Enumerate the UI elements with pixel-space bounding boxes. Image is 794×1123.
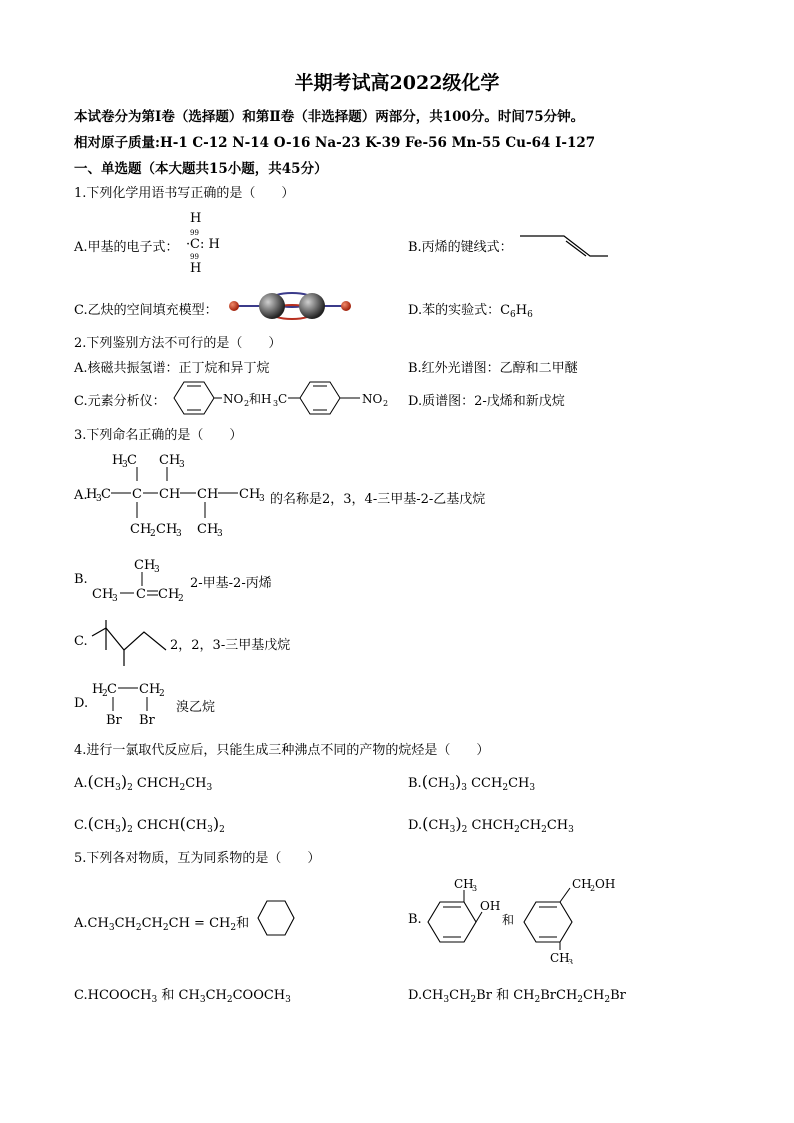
and-text: 和 xyxy=(496,988,510,1003)
h3c-c: C xyxy=(278,392,288,406)
svg-text:CH: CH xyxy=(197,487,219,502)
svg-text:CH: CH xyxy=(156,522,178,537)
formula-sub: 6 xyxy=(527,310,533,320)
atomic-masses: 相对原子质量:H-1 C-12 N-14 O-16 Na-23 K-39 Fe-56 Mn-55 Cu-64 I-127 xyxy=(74,135,596,151)
q3-option-a: A. xyxy=(74,488,88,503)
svg-text:H: H xyxy=(190,211,202,226)
svg-text:C: C xyxy=(190,237,200,252)
svg-text:CH: CH xyxy=(550,951,570,964)
svg-text:3: 3 xyxy=(96,494,102,504)
q1-d-label: D.苯的实验式： xyxy=(408,303,501,318)
svg-text:C: C xyxy=(136,587,146,602)
svg-text:2: 2 xyxy=(244,399,250,408)
svg-text:H: H xyxy=(92,682,104,697)
svg-text:CH: CH xyxy=(159,487,181,502)
q5-d-label: D. xyxy=(408,988,423,1003)
q3-structure-a xyxy=(86,448,271,540)
q4-option-b: $B.(CH_3)_3$ $CCH_2CH_3$ xyxy=(408,772,536,793)
svg-text:3: 3 xyxy=(176,529,182,539)
q2-option-c: C.元素分析仪： xyxy=(74,394,166,409)
exam-intro: 本试卷分为第Ⅰ卷（选择题）和第Ⅱ卷（非选择题）两部分，共100分。时间75分钟。 xyxy=(74,109,585,125)
formula-sub: 6 xyxy=(510,310,516,320)
q5-a-label: A. xyxy=(74,916,88,931)
q3-option-c: C. xyxy=(74,634,88,649)
q4-d-label: D. xyxy=(408,818,423,833)
svg-text:3: 3 xyxy=(112,594,118,604)
q1-option-c: C.乙炔的空间填充模型： xyxy=(74,303,218,318)
svg-text:CH: CH xyxy=(572,877,592,891)
svg-text:3: 3 xyxy=(154,565,160,575)
q2-option-d: D.质谱图：2-戊烯和新戊烷 xyxy=(408,394,565,409)
q5-option-c: $C.HCOOCH_3$ 和 $CH_3CH_2COOCH_3$ xyxy=(74,988,291,1005)
q1-option-a: A.甲基的电子式： xyxy=(74,240,179,255)
q3-b-name: 2-甲基-2-丙烯 xyxy=(190,576,272,591)
q4-b-label: B. xyxy=(408,776,422,791)
svg-text:C: C xyxy=(132,487,142,502)
q4-option-c: $C.(CH_3)_2$ $CHCH(CH_3)_2$ xyxy=(74,814,225,835)
q3-a-name: 的名称是2，3，4-三甲基-2-乙基戊烷 xyxy=(270,492,486,507)
svg-text:3: 3 xyxy=(568,958,574,964)
svg-text:2: 2 xyxy=(383,399,389,408)
svg-text:H: H xyxy=(86,487,98,502)
q5-option-d: $D.CH_3CH_2Br$ 和 $CH_2BrCH_2CH_2Br$ xyxy=(408,988,626,1005)
svg-text:3: 3 xyxy=(472,884,478,893)
and-text: 和 xyxy=(502,913,515,927)
and-text: 和 xyxy=(236,916,250,931)
svg-text:3: 3 xyxy=(179,460,185,470)
svg-text:CH: CH xyxy=(92,587,114,602)
svg-text:3: 3 xyxy=(122,460,128,470)
svg-text:NO: NO xyxy=(362,392,383,406)
q3-structure-d xyxy=(92,678,172,728)
svg-text:2: 2 xyxy=(178,594,184,604)
section-heading: 一、单选题（本大题共15小题，共45分） xyxy=(74,161,328,177)
q2-option-b: B.红外光谱图：乙醇和二甲醚 xyxy=(408,361,578,376)
q4-stem: 4.进行一氯取代反应后，只能生成三种沸点不同的产物的烷烃是（ ） xyxy=(74,743,490,758)
q3-skeletal-c xyxy=(88,618,170,668)
and-text: 和 xyxy=(161,988,175,1003)
svg-text:2: 2 xyxy=(102,689,108,699)
q3-d-name: 溴乙烷 xyxy=(176,700,216,715)
svg-text:3: 3 xyxy=(273,399,279,408)
q2-option-a: A.核磁共振氢谱：正丁烷和异丁烷 xyxy=(74,361,270,376)
q4-c-label: C. xyxy=(74,818,88,833)
svg-text:: H: : H xyxy=(200,237,220,252)
svg-text:C: C xyxy=(101,487,111,502)
svg-text:OH: OH xyxy=(480,899,501,913)
svg-text:3: 3 xyxy=(259,494,265,504)
svg-text:·: · xyxy=(186,237,191,252)
svg-text:CH: CH xyxy=(159,453,181,468)
q4-option-a: $A.(CH_3)_2$ $CHCH_2CH_3$ xyxy=(74,772,213,793)
svg-text:CH: CH xyxy=(239,487,261,502)
nitrobenzene-pair xyxy=(166,378,396,418)
svg-text:C: C xyxy=(127,453,137,468)
q2-stem: 2.下列鉴别方法不可行的是（ ） xyxy=(74,336,282,351)
q4-option-d: $D.(CH_3)_2$ $CHCH_2CH_2CH_3$ xyxy=(408,814,574,835)
svg-text:CH: CH xyxy=(139,682,161,697)
and-h3c: 和H xyxy=(249,392,272,406)
q5-structure-b xyxy=(420,872,630,964)
q3-stem: 3.下列命名正确的是（ ） xyxy=(74,428,243,443)
q5-option-b: B. xyxy=(408,912,422,927)
svg-text:2: 2 xyxy=(590,884,596,893)
svg-text:CH: CH xyxy=(134,558,156,573)
svg-text:CH: CH xyxy=(454,877,474,891)
q3-option-b: B. xyxy=(74,572,88,587)
svg-text:CH: CH xyxy=(197,522,219,537)
svg-text:NO: NO xyxy=(223,392,244,406)
svg-text:99: 99 xyxy=(190,229,199,237)
q1-option-b: B.丙烯的键线式： xyxy=(408,240,513,255)
svg-text:3: 3 xyxy=(217,529,223,539)
q1-stem: 1.下列化学用语书写正确的是（ ） xyxy=(74,186,295,201)
formula-c: C xyxy=(500,303,511,318)
svg-text:2: 2 xyxy=(150,529,156,539)
svg-text:2: 2 xyxy=(159,689,165,699)
q3-structure-b xyxy=(92,556,187,606)
q3-c-name: 2，2，3-三甲基戊烷 xyxy=(170,638,291,653)
svg-text:CH: CH xyxy=(158,587,180,602)
svg-text:H: H xyxy=(112,453,124,468)
svg-text:Br: Br xyxy=(139,713,155,728)
page-title: 半期考试高2022级化学 xyxy=(294,72,500,94)
svg-text:CH: CH xyxy=(130,522,152,537)
q3-option-d: D. xyxy=(74,696,89,711)
methyl-electron-formula xyxy=(180,208,230,278)
formula-h: H xyxy=(515,303,528,318)
q5-c-label: C. xyxy=(74,988,88,1003)
svg-text:H: H xyxy=(190,261,202,276)
acetylene-model xyxy=(226,290,356,324)
propene-skeletal-formula xyxy=(518,228,613,260)
q4-a-label: A. xyxy=(74,776,88,791)
q5-option-a: $A.CH_3CH_2CH_2CH = CH_2$和 xyxy=(74,916,250,933)
svg-text:C: C xyxy=(107,682,117,697)
cyclohexane-ring xyxy=(254,897,298,939)
svg-text:OH: OH xyxy=(595,877,616,891)
q5-stem: 5.下列各对物质，互为同系物的是（ ） xyxy=(74,851,321,866)
svg-text:99: 99 xyxy=(190,253,199,261)
q1-option-d xyxy=(408,299,533,320)
svg-text:Br: Br xyxy=(106,713,122,728)
